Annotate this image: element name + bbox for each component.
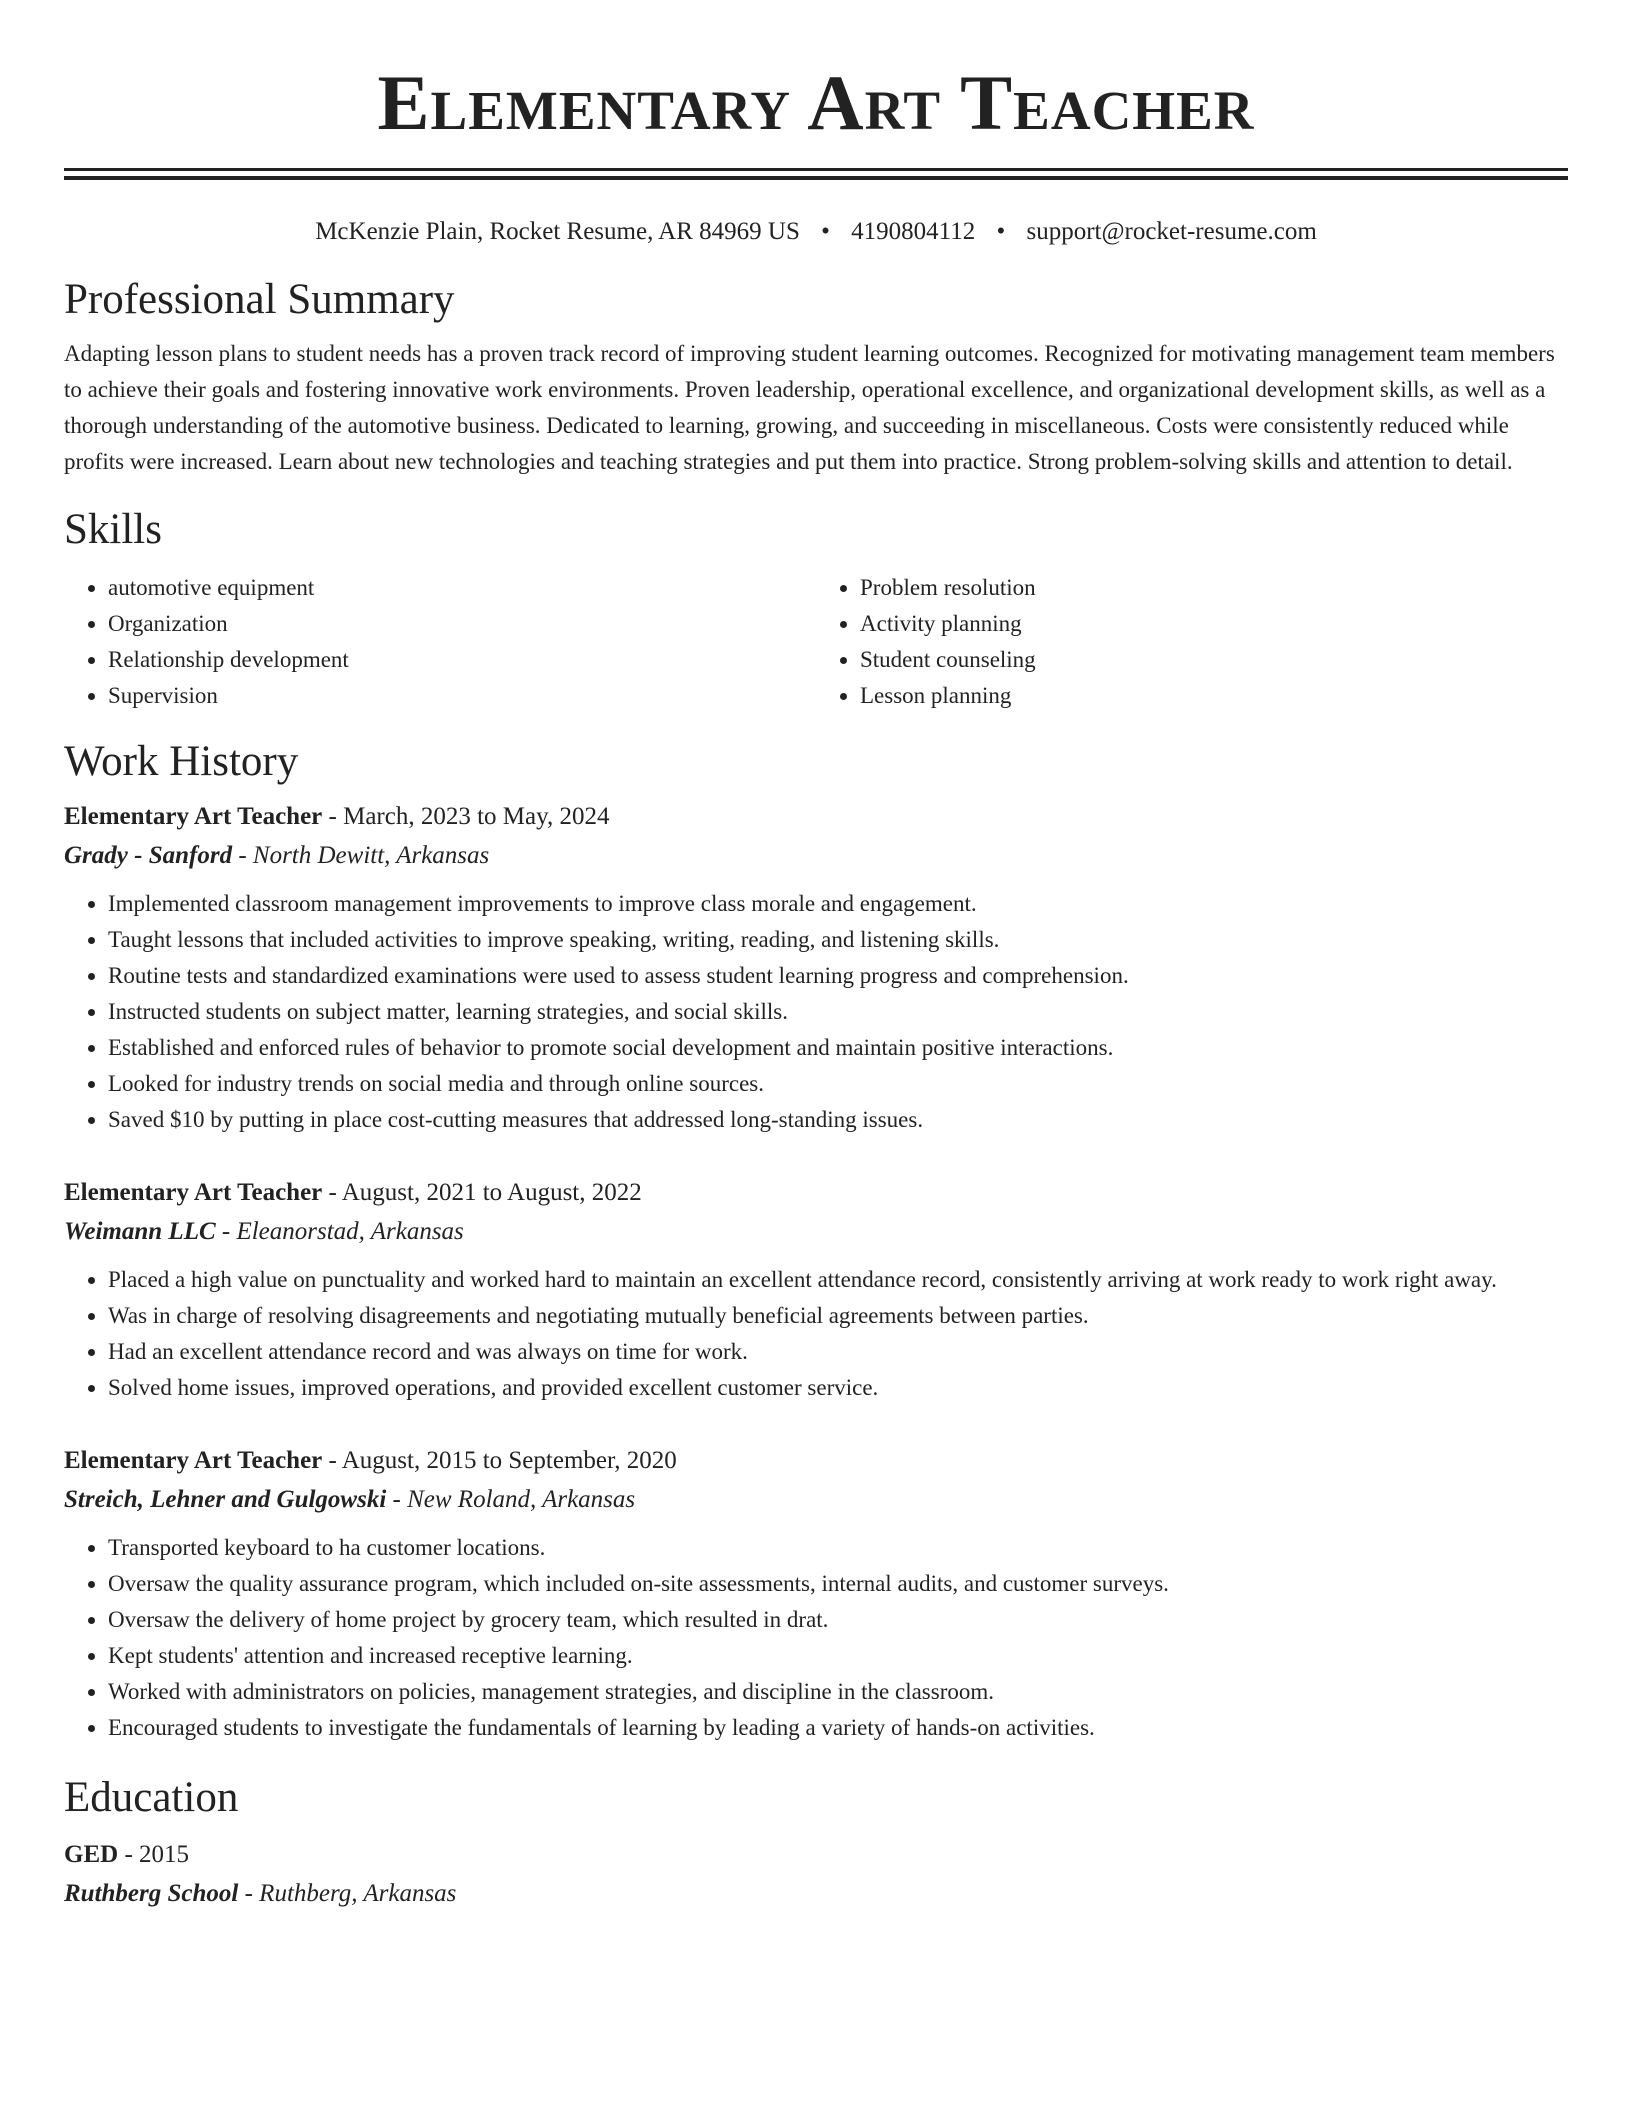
job-company-line (64, 1480, 1568, 1520)
skill-item: • Relationship development (108, 642, 816, 678)
skill-item: • Supervision (108, 678, 816, 714)
job-entry (64, 1442, 1568, 1746)
section-heading-skills: Skills (64, 506, 162, 553)
job-location: - Eleanorstad, Arkansas (215, 1218, 464, 1245)
summary-text: Adapting lesson plans to student needs has a proven track record of improving student learning outcomes. Recognized for motivating management team members to achieve their goals and fostering innovative work environments. Proven leadership, operational excellence, and organizational development skills, as well as a thorough understanding of the automotive business. Dedicated to learning, growing, and succeeding in miscellaneous. Costs were consistently reduced while profits were increased. Learn about new technologies and teaching strategies and put them into practice. Strong problem-solving skills and attention to detail. (64, 341, 1555, 474)
contact-line (64, 216, 1568, 248)
job-bullet: • Worked with administrators on policies, management strategies, and discipline in the classroom. (108, 1674, 1568, 1710)
skill-item: • Student counseling (860, 642, 1568, 678)
job-title-line (64, 1442, 1568, 1480)
title-divider (64, 168, 1568, 180)
job-bullet: • Had an excellent attendance record and was always on time for work. (108, 1334, 1568, 1370)
job-bullet: • Routine tests and standardized examinations were used to assess student learning progress and comprehension. (108, 958, 1568, 994)
section-heading-education: Education (64, 1774, 239, 1821)
job-dates: - August, 2015 to September, 2020 (322, 1447, 677, 1474)
job-dates: - August, 2021 to August, 2022 (322, 1179, 642, 1206)
job-bullet: • Transported keyboard to ha customer locations. (108, 1530, 1568, 1566)
job-bullet: • Kept students' attention and increased receptive learning. (108, 1638, 1568, 1674)
job-bullets (64, 1530, 1568, 1746)
job-bullet: • Encouraged students to investigate the fundamentals of learning by leading a variety of hands-on activities. (108, 1710, 1568, 1746)
job-title: Elementary Art Teacher (64, 803, 323, 830)
job-dates: - March, 2023 to May, 2024 (322, 803, 610, 830)
job-company: Grady - Sanford (64, 842, 233, 869)
job-bullet: • Oversaw the delivery of home project by grocery team, which resulted in drat. (108, 1602, 1568, 1638)
skill-item: • Organization (108, 606, 816, 642)
degree: GED (64, 1841, 119, 1868)
job-company: Weimann LLC (64, 1218, 216, 1245)
school-name: Ruthberg School (64, 1880, 239, 1907)
school-location: - Ruthberg, Arkansas (238, 1880, 457, 1907)
skills-column-right (816, 570, 1568, 714)
job-bullet: • Implemented classroom management improvements to improve class morale and engagement. (108, 886, 1568, 922)
job-bullets (64, 1262, 1568, 1406)
skills-column-left (64, 570, 816, 714)
job-bullet: • Looked for industry trends on social media and through online sources. (108, 1066, 1568, 1102)
job-bullet: • Oversaw the quality assurance program, which included on-site assessments, internal audits, and customer surveys. (108, 1566, 1568, 1602)
contact-separator: • (821, 218, 830, 245)
job-bullet: • Established and enforced rules of behavior to promote social development and maintain positive interactions. (108, 1030, 1568, 1066)
skill-item: • Activity planning (860, 606, 1568, 642)
job-bullet: • Taught lessons that included activities to improve speaking, writing, reading, and listening skills. (108, 922, 1568, 958)
job-bullet: • Solved home issues, improved operations, and provided excellent customer service. (108, 1370, 1568, 1406)
education-entry (64, 1836, 1568, 1914)
contact-address: McKenzie Plain, Rocket Resume, AR 84969 US (315, 218, 800, 245)
resume-title: Elementary Art Teacher (377, 59, 1255, 146)
contact-separator: • (996, 218, 1006, 245)
job-title-line (64, 798, 1568, 836)
section-heading-work-history: Work History (64, 738, 299, 785)
job-entry (64, 798, 1568, 1138)
job-bullets (64, 886, 1568, 1138)
contact-email: support@rocket-resume.com (1026, 218, 1317, 245)
job-bullet: • Was in charge of resolving disagreements and negotiating mutually beneficial agreements between parties. (108, 1298, 1568, 1334)
job-bullet: • Saved $10 by putting in place cost-cutting measures that addressed long-standing issues. (108, 1102, 1568, 1138)
job-company: Streich, Lehner and Gulgowski (64, 1486, 387, 1513)
job-title: Elementary Art Teacher (64, 1179, 323, 1206)
school-line (64, 1874, 1568, 1914)
degree-year: - 2015 (118, 1841, 190, 1868)
section-heading-summary: Professional Summary (64, 276, 455, 323)
job-company-line (64, 836, 1568, 876)
job-title-line (64, 1174, 1568, 1212)
job-bullet: • Instructed students on subject matter, learning strategies, and social skills. (108, 994, 1568, 1030)
job-location: - North Dewitt, Arkansas (232, 842, 490, 869)
skills-list (64, 570, 1568, 714)
skill-item: • Problem resolution (860, 570, 1568, 606)
skill-item: • automotive equipment (108, 570, 816, 606)
job-company-line (64, 1212, 1568, 1252)
skill-item: • Lesson planning (860, 678, 1568, 714)
job-location: - New Roland, Arkansas (386, 1486, 636, 1513)
job-title: Elementary Art Teacher (64, 1447, 323, 1474)
job-entry (64, 1174, 1568, 1406)
degree-line (64, 1836, 1568, 1874)
contact-phone: 4190804112 (851, 218, 976, 245)
job-bullet: • Placed a high value on punctuality and worked hard to maintain an excellent attendance record, consistently arriving at work ready to work right away. (108, 1262, 1568, 1298)
